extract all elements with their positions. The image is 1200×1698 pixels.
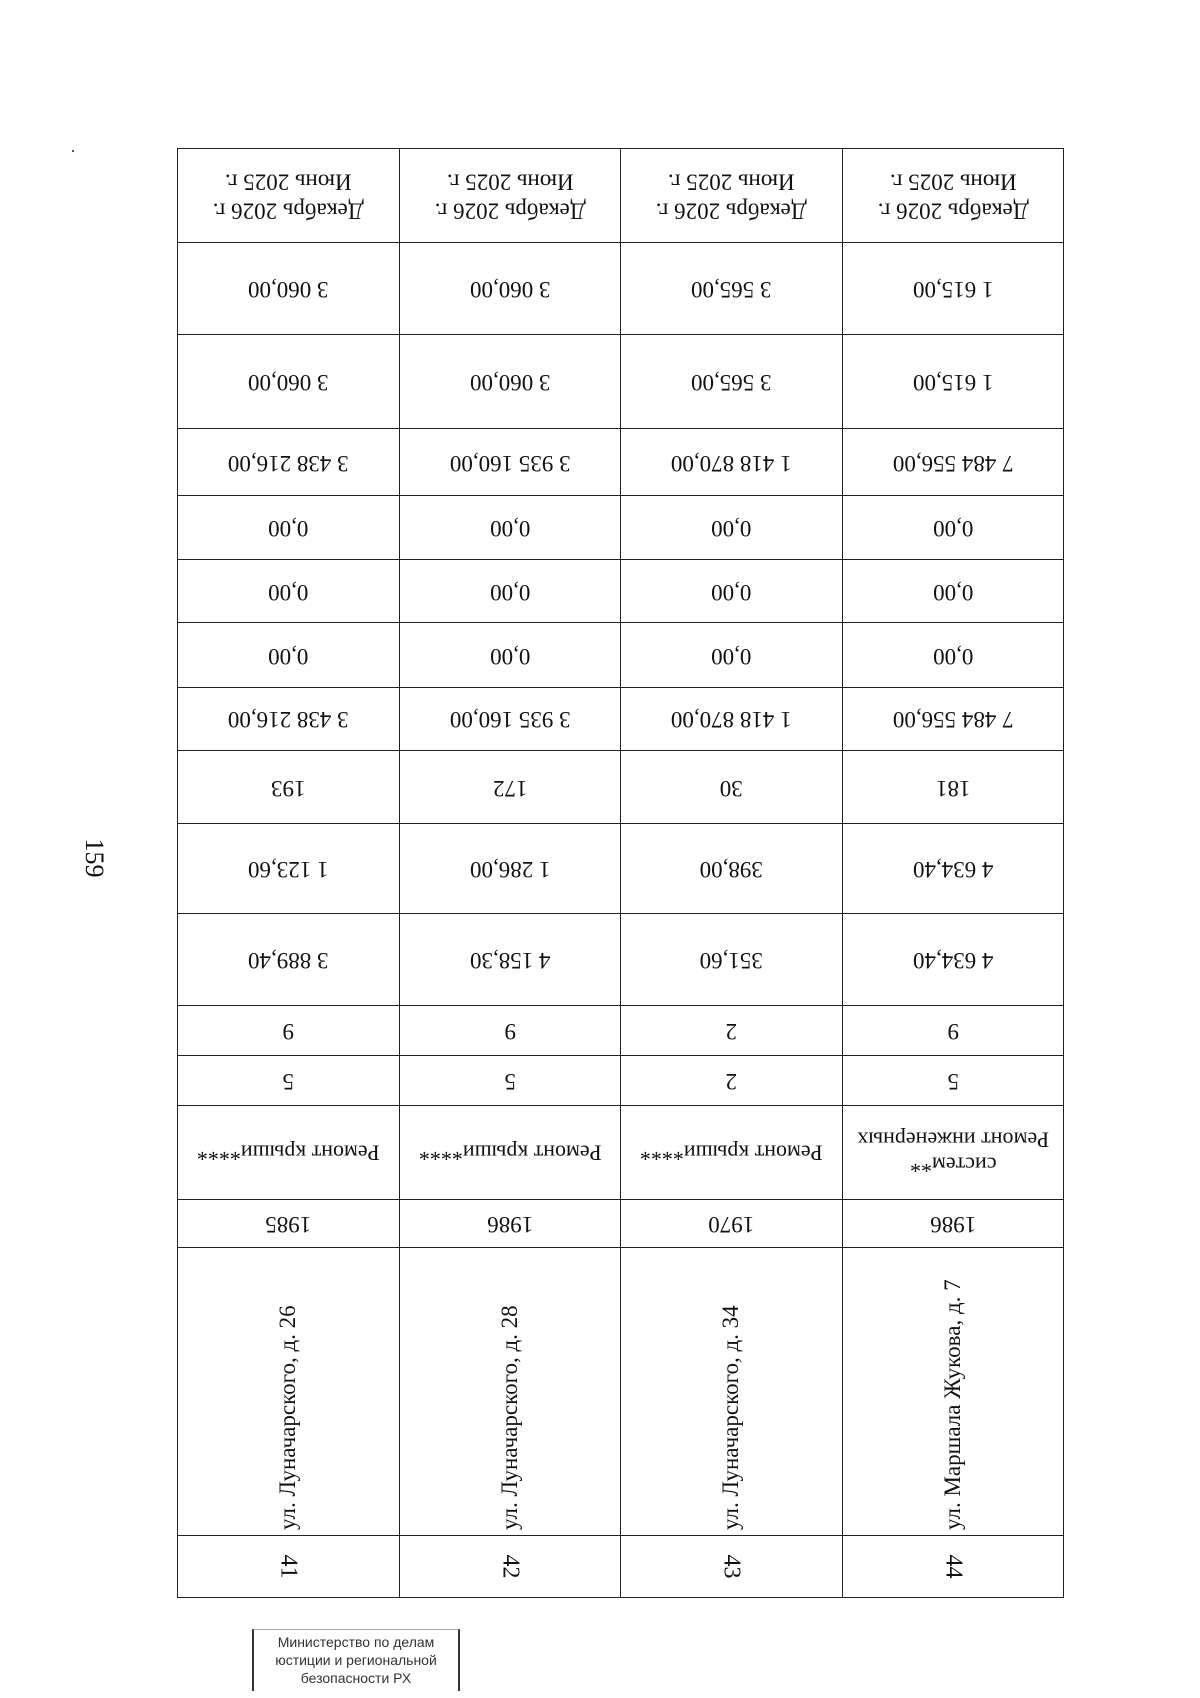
work-type-cell: Ремонт крыши****: [178, 1105, 400, 1199]
ministry-stamp: [252, 1629, 460, 1691]
count-cell: 193: [178, 750, 400, 823]
count-cell: 30: [621, 750, 843, 823]
amount-cell: 3 935 160,00: [399, 429, 621, 495]
work-type-cell: Ремонт крыши****: [399, 1105, 621, 1199]
cost-cell: 1 615,00: [842, 243, 1064, 334]
cost-cell: 3 060,00: [178, 334, 400, 428]
amount-cell: 0,00: [178, 623, 400, 687]
row-total: [178, 687, 1064, 750]
row-number: [178, 1535, 1064, 1597]
amount-cell: 7 484 556,00: [842, 687, 1064, 750]
row-owners: [178, 429, 1064, 495]
count-cell: 181: [842, 750, 1064, 823]
address-cell: ул. Луначарского, д. 28: [399, 1248, 621, 1535]
address-cell: ул. Маршала Жукова, д. 7: [842, 1248, 1064, 1535]
stamp-line: безопасности РХ: [300, 1670, 412, 1686]
row-col6: [178, 1006, 1064, 1056]
amount-cell: 0,00: [399, 623, 621, 687]
amount-cell: 0,00: [621, 495, 843, 559]
scan-speck: [72, 150, 74, 152]
work-type-cell: систем** Ремонт инженерных: [842, 1105, 1064, 1199]
row-number-cell: 42: [399, 1535, 621, 1597]
cost-cell: 3 060,00: [399, 243, 621, 334]
cost-cell: 3 565,00: [621, 334, 843, 428]
stamp-line: Министерство по делам: [277, 1634, 435, 1650]
row-number-cell: 44: [842, 1535, 1064, 1597]
small-num-cell: 9: [178, 1006, 400, 1056]
row-cost-2: [178, 243, 1064, 334]
small-num-cell: 9: [842, 1006, 1064, 1056]
small-num-cell: 5: [842, 1056, 1064, 1105]
amount-cell: 0,00: [621, 559, 843, 622]
row-cost-1: [178, 334, 1064, 428]
row-year: [178, 1199, 1064, 1247]
row-col5: [178, 1056, 1064, 1105]
area-cell: 398,00: [621, 824, 843, 913]
amount-cell: 7 484 556,00: [842, 429, 1064, 495]
area-cell: 4 634,40: [842, 913, 1064, 1005]
cost-cell: 3 565,00: [621, 243, 843, 334]
address-cell: ул. Луначарского, д. 34: [621, 1248, 843, 1535]
amount-cell: 0,00: [842, 623, 1064, 687]
row-address: [178, 1248, 1064, 1535]
amount-cell: 1 418 870,00: [621, 687, 843, 750]
amount-cell: 0,00: [178, 495, 400, 559]
amount-cell: 3 438 216,00: [178, 687, 400, 750]
small-num-cell: 5: [399, 1056, 621, 1105]
cost-cell: 3 060,00: [399, 334, 621, 428]
amount-cell: 0,00: [399, 559, 621, 622]
row-work-type: [178, 1105, 1064, 1199]
amount-cell: 0,00: [399, 495, 621, 559]
amount-cell: 1 418 870,00: [621, 429, 843, 495]
period-cell: Декабрь 2026 г. Июнь 2025 г.: [621, 149, 843, 243]
row-fund-1: [178, 623, 1064, 687]
amount-cell: 0,00: [621, 623, 843, 687]
page-number: 159: [80, 838, 109, 878]
row-fund-2: [178, 559, 1064, 622]
works-table: [177, 148, 1064, 1598]
row-area-2: [178, 824, 1064, 913]
count-cell: 172: [399, 750, 621, 823]
small-num-cell: 9: [399, 1006, 621, 1056]
row-number-cell: 41: [178, 1535, 400, 1597]
area-cell: 4 158,30: [399, 913, 621, 1005]
period-cell: Декабрь 2026 г. Июнь 2025 г.: [178, 149, 400, 243]
area-cell: 4 634,40: [842, 824, 1064, 913]
small-num-cell: 5: [178, 1056, 400, 1105]
amount-cell: 3 935 160,00: [399, 687, 621, 750]
period-cell: Декабрь 2026 г. Июнь 2025 г.: [842, 149, 1064, 243]
area-cell: 351,60: [621, 913, 843, 1005]
stamp-line: юстиции и региональной: [275, 1652, 437, 1668]
small-num-cell: 2: [621, 1006, 843, 1056]
address-cell: ул. Луначарского, д. 26: [178, 1248, 400, 1535]
area-cell: 1 286,00: [399, 824, 621, 913]
cost-cell: 3 060,00: [178, 243, 400, 334]
amount-cell: 0,00: [178, 559, 400, 622]
period-cell: Декабрь 2026 г. Июнь 2025 г.: [399, 149, 621, 243]
amount-cell: 0,00: [842, 495, 1064, 559]
work-type-cell: Ремонт крыши****: [621, 1105, 843, 1199]
row-fund-3: [178, 495, 1064, 559]
year-cell: 1970: [621, 1199, 843, 1247]
cost-cell: 1 615,00: [842, 334, 1064, 428]
row-area-1: [178, 913, 1064, 1005]
amount-cell: 0,00: [842, 559, 1064, 622]
small-num-cell: 2: [621, 1056, 843, 1105]
year-cell: 1985: [178, 1199, 400, 1247]
area-cell: 3 889,40: [178, 913, 400, 1005]
year-cell: 1986: [842, 1199, 1064, 1247]
amount-cell: 3 438 216,00: [178, 429, 400, 495]
row-number-cell: 43: [621, 1535, 843, 1597]
year-cell: 1986: [399, 1199, 621, 1247]
row-count: [178, 750, 1064, 823]
area-cell: 1 123,60: [178, 824, 400, 913]
row-period: [178, 149, 1064, 243]
